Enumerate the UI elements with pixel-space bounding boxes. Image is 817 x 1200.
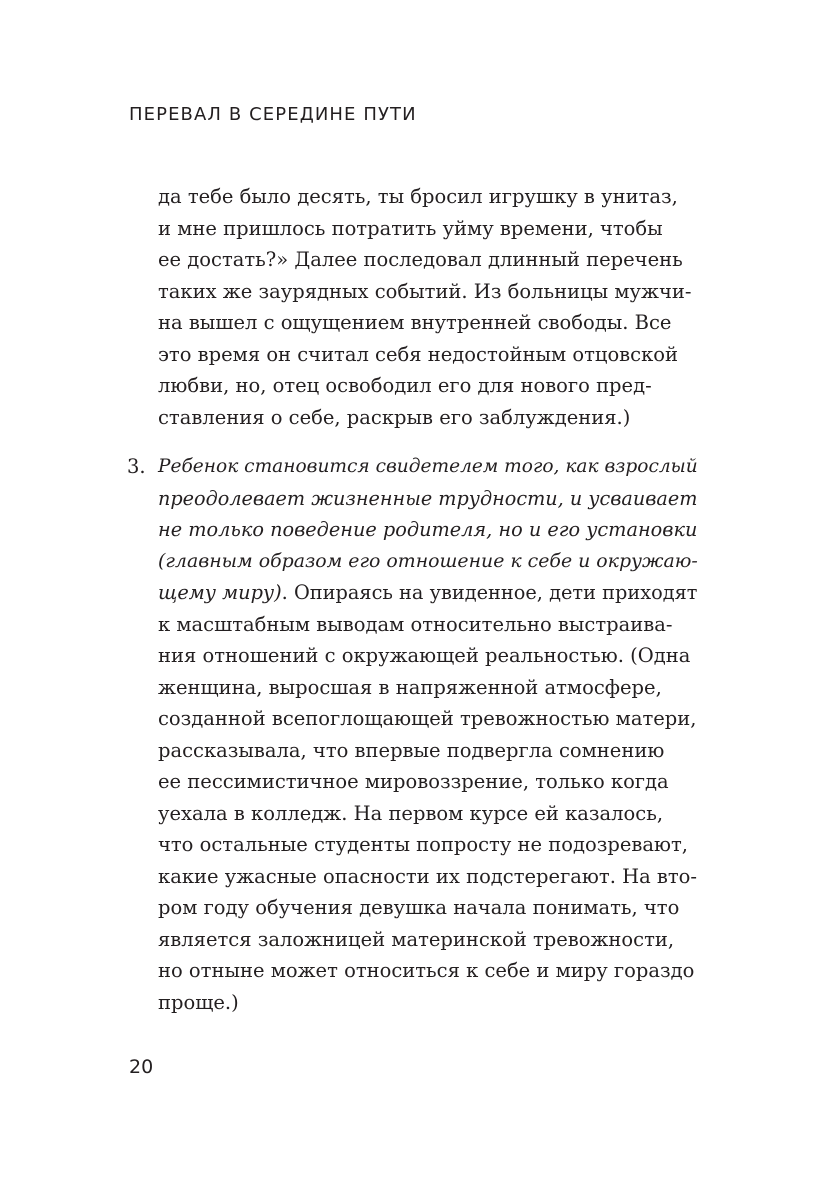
italic-line: не только поведение родителя, но и его установки <box>158 518 698 541</box>
text-line: к масштабным выводам относительно выстраива- <box>158 612 673 636</box>
text-line: рассказывала, что впервые подвергла сомнению <box>158 738 665 762</box>
text-line: на вышел с ощущением внутренней свободы. Все <box>158 311 672 334</box>
text-line: любви, но, отец освободил его для нового пред- <box>158 374 652 397</box>
paragraph-continuation <box>158 181 698 433</box>
text-line: да тебе было десять, ты бросил игрушку в унитаз, <box>158 185 678 208</box>
italic-line: (главным образом его отношение к себе и окружаю- <box>158 549 698 572</box>
text-line: но отныне может относиться к себе и миру гораздо <box>158 959 695 982</box>
italic-line: Ребенок становится свидетелем того, как взрослый <box>158 456 698 477</box>
text-line: ее достать?» Далее последовал длинный перечень <box>158 248 683 271</box>
text-line: уехала в колледж. На первом курсе ей казалось, <box>158 801 664 825</box>
text-line: это время он считал себя недостойным отцовской <box>158 342 679 366</box>
italic-fragment: щему миру) <box>158 581 282 604</box>
text-line: созданной всепоглощающей тревожностью матери, <box>158 707 697 730</box>
text-line: проще.) <box>158 990 239 1014</box>
mixed-line <box>158 577 698 609</box>
list-item-3 <box>158 451 698 1018</box>
text-line: ее пессимистичное мировоззрение, только когда <box>158 770 669 793</box>
text-line: является заложницей материнской тревожности, <box>158 927 675 951</box>
text-line: и мне пришлось потратить уйму времени, чтобы <box>158 216 663 240</box>
italic-line: преодолевает жизненные трудности, и усваивает <box>158 486 698 510</box>
text-line: ром году обучения девушка начала понимать, что <box>158 896 680 919</box>
page-number: 20 <box>129 1056 154 1078</box>
running-head: ПЕРЕВАЛ В СЕРЕДИНЕ ПУТИ <box>129 104 417 125</box>
list-item-number: 3. <box>127 455 146 478</box>
text-line: женщина, выросшая в напряженной атмосфере, <box>158 675 662 699</box>
text-line: ния отношений с окружающей реальностью. (Одна <box>158 644 691 667</box>
text-line: что остальные студенты попросту не подозревают, <box>158 833 688 856</box>
regular-fragment: . Опираясь на увиденное, дети приходят <box>281 581 698 604</box>
text-line: какие ужасные опасности их подстерегают. На вто- <box>158 864 698 888</box>
text-line: ставления о себе, раскрыв его заблуждения.) <box>158 405 631 429</box>
text-line: таких же заурядных событий. Из больницы мужчи- <box>158 279 692 303</box>
